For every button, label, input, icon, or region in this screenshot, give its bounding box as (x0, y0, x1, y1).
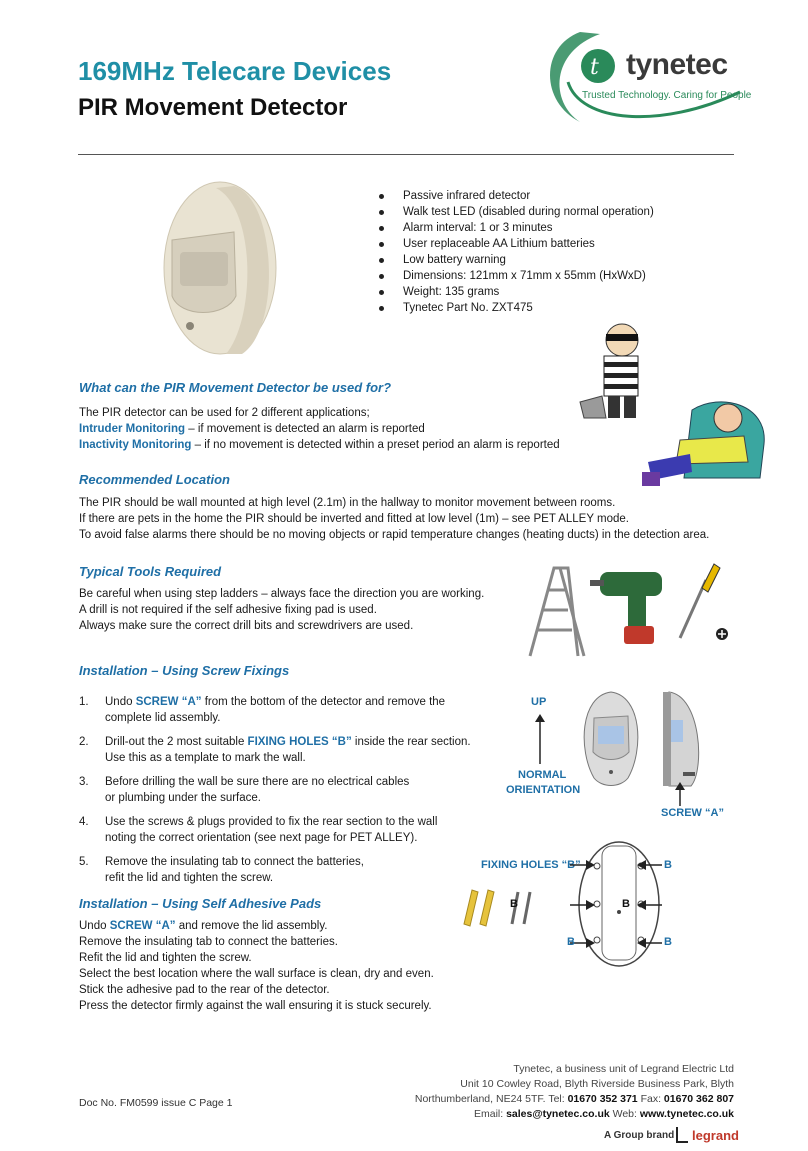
up-label: UP (531, 696, 547, 708)
location-heading: Recommended Location (79, 472, 230, 487)
screwdriver-icon (680, 564, 720, 638)
logo-tagline: Trusted Technology. Caring for People (582, 90, 752, 101)
list-item: Passive infrared detector (376, 188, 654, 204)
normal-label: NORMAL (518, 769, 567, 781)
location-line: To avoid false alarms there should be no moving objects or rapid temperature changes (heating ducts) in the detection area. (79, 529, 710, 541)
fixing-arrow-icon (636, 936, 662, 948)
list-item: 5. Remove the insulating tab to connect the batteries, refit the lid and tighten the screw. (79, 856, 364, 884)
uses-intro: The PIR detector can be used for 2 different applications; (79, 407, 370, 419)
tools-line: A drill is not required if the self adhesive fixing pad is used. (79, 604, 377, 616)
legrand-logo (676, 1126, 739, 1144)
adhesive-line: Refit the lid and tighten the screw. (79, 952, 252, 964)
location-line: The PIR should be wall mounted at high level (2.1m) in the hallway to monitor movement between rooms. (79, 497, 616, 509)
legrand-mark-icon (676, 1127, 688, 1143)
uses-heading: What can the PIR Movement Detector be used for? (79, 380, 392, 395)
hole-b-label: B (622, 898, 630, 910)
group-brand-label: A Group brand (604, 1130, 675, 1141)
drill-icon (590, 572, 662, 644)
step-ladder-icon (530, 568, 584, 656)
hole-b-label: B (567, 936, 575, 948)
screw-a-arrow-icon (668, 780, 692, 806)
list-item: 1. Undo SCREW “A” from the bottom of the detector and remove the complete lid assembly. (79, 696, 446, 724)
logo-name: tynetec (626, 48, 728, 81)
fixing-arrow-icon (570, 858, 596, 870)
feature-list (376, 188, 654, 316)
page-subtitle: PIR Movement Detector (78, 94, 348, 121)
fixing-holes-label: FIXING HOLES “B” (481, 859, 581, 871)
location-line: If there are pets in the home the PIR should be inverted and fitted at low level (1m) – see PET ALLEY mode. (79, 513, 629, 525)
list-item: Alarm interval: 1 or 3 minutes (376, 220, 654, 236)
location-body (79, 495, 709, 543)
list-item: 2. Drill-out the 2 most suitable FIXING HOLES “B” inside the rear section. Use this as a template to mark the wall. (79, 736, 471, 764)
legrand-wordmark: legrand (692, 1127, 739, 1143)
screw-heading: Installation – Using Screw Fixings (79, 663, 290, 678)
tools-line: Always make sure the correct drill bits and screwdrivers are used. (79, 620, 414, 632)
pir-detector-photo (156, 178, 288, 358)
list-item: 4. Use the screws & plugs provided to fix the rear section to the wall noting the correct orientation (see next page for PET ALLEY). (79, 816, 438, 844)
tools-heading: Typical Tools Required (79, 564, 222, 579)
page-title: 169MHz Telecare Devices (78, 56, 392, 86)
intruder-label: Intruder Monitoring (79, 423, 186, 435)
list-item: 3. Before drilling the wall be sure there are no electrical cables or plumbing under the surface. (79, 776, 410, 804)
doc-number: Doc No. FM0599 issue C Page 1 (79, 1097, 233, 1109)
adhesive-line: Stick the adhesive pad to the rear of the detector. (79, 984, 330, 996)
adhesive-body: Undo SCREW “A” and remove the lid assembly. Remove the insulating tab to connect the batteries. Refit the lid and tighten the screw. Select the best location where the wall surface is clean, dry and even. Stick the adhesive pad to the rear of the detector. Press the detector firmly against the wall ensuring it is stuck securely. (79, 920, 434, 1012)
adhesive-line: Press the detector firmly against the wall ensuring it is stuck securely. (79, 1000, 432, 1012)
sleeping-man-cartoon (640, 392, 772, 492)
detector-side-view (655, 690, 707, 790)
hole-b-label: B (664, 936, 672, 948)
intruder-text: – if movement is detected an alarm is reported (185, 423, 425, 435)
hole-b-label: B (664, 859, 672, 871)
screw-a-label: SCREW “A” (661, 807, 724, 819)
fixing-arrow-icon (570, 898, 596, 910)
list-item: Walk test LED (disabled during normal operation) (376, 204, 654, 220)
crosshead-screw-icon (716, 628, 728, 640)
orientation-label: ORIENTATION (506, 784, 581, 796)
screw-steps (79, 694, 471, 894)
list-item: Tynetec Part No. ZXT475 (376, 300, 654, 316)
list-item: Low battery warning (376, 252, 654, 268)
inactivity-text: – if no movement is detected within a preset period an alarm is reported (191, 439, 560, 451)
detector-front-view (580, 690, 642, 790)
hole-b-label: B (510, 898, 518, 910)
screws-and-plugs-icon (458, 884, 534, 928)
fixing-arrow-icon (636, 898, 662, 910)
tools-body (79, 586, 484, 634)
email-link[interactable]: sales@tynetec.co.uk (506, 1108, 610, 1120)
list-item: Dimensions: 121mm x 71mm x 55mm (HxWxD) (376, 268, 654, 284)
inactivity-label: Inactivity Monitoring (79, 439, 192, 451)
up-arrow-icon (532, 712, 548, 764)
header-rule (78, 154, 734, 155)
adhesive-line: Remove the insulating tab to connect the batteries. (79, 936, 338, 948)
tools-line: Be careful when using step ladders – always face the direction you are working. (79, 588, 485, 600)
uses-body (79, 405, 560, 453)
web-link[interactable]: www.tynetec.co.uk (639, 1108, 734, 1120)
company-address: Tynetec, a business unit of Legrand Electric Ltd Unit 10 Cowley Road, Blyth Riverside Business Park, Blyth Northumberland, NE24 5TF. Tel: 01670 352 371 Fax: 01670 362 807 Email: sales@tynetec.co.uk Web: www.tynetec.co.uk (414, 1063, 734, 1120)
tools-illustration (520, 560, 736, 660)
list-item: User replaceable AA Lithium batteries (376, 236, 654, 252)
adhesive-heading: Installation – Using Self Adhesive Pads (79, 896, 322, 911)
adhesive-line: Select the best location where the wall surface is clean, dry and even. (79, 968, 434, 980)
fixing-arrow-icon (636, 858, 662, 870)
list-item: Weight: 135 grams (376, 284, 654, 300)
svg-text:t: t (590, 55, 599, 80)
tynetec-logo (540, 22, 750, 132)
